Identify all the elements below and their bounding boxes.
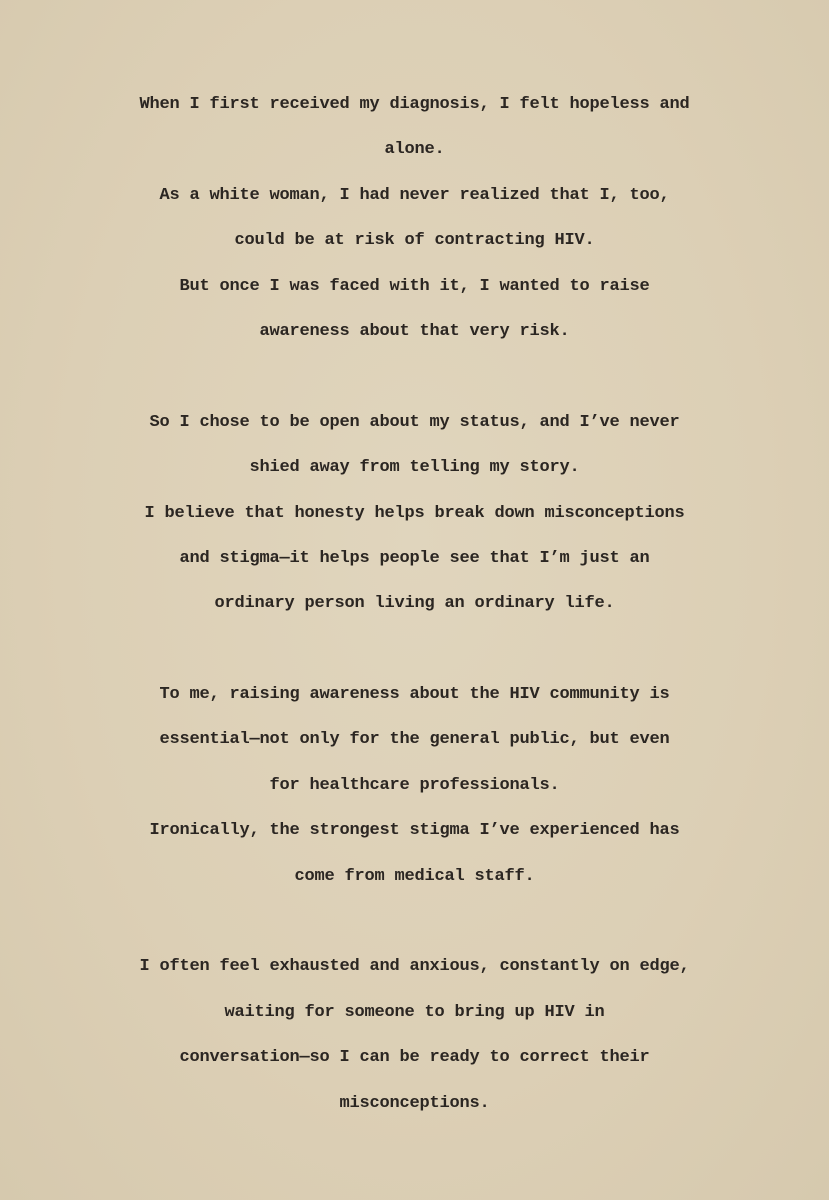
text-line: could be at risk of contracting HIV. bbox=[234, 231, 595, 251]
text-line: and stigma—it helps people see that I’m just an bbox=[179, 548, 650, 568]
text-line: conversation—so I can be ready to correct their bbox=[179, 1048, 650, 1068]
text-line: But once I was faced with it, I wanted to raise bbox=[179, 276, 650, 296]
text-line: To me, raising awareness about the HIV community is bbox=[159, 685, 670, 705]
typewritten-text bbox=[0, 82, 829, 1126]
text-line: essential—not only for the general public, but even bbox=[159, 730, 670, 750]
paragraph-gap bbox=[0, 627, 829, 672]
text-line: waiting for someone to bring up HIV in bbox=[224, 1002, 605, 1022]
paragraph-diagnosis bbox=[0, 82, 829, 354]
paragraph-gap bbox=[0, 899, 829, 944]
text-line: Ironically, the strongest stigma I’ve experienced has bbox=[149, 821, 680, 841]
text-line: awareness about that very risk. bbox=[259, 321, 570, 341]
paragraph-awareness bbox=[0, 672, 829, 899]
text-line: misconceptions. bbox=[339, 1093, 490, 1113]
paragraph-gap bbox=[0, 354, 829, 399]
text-line: So I chose to be open about my status, and I’ve never bbox=[149, 412, 680, 432]
text-line: When I first received my diagnosis, I felt hopeless and bbox=[139, 95, 690, 114]
text-line: I believe that honesty helps break down misconceptions bbox=[144, 503, 685, 523]
text-line: alone. bbox=[384, 140, 445, 160]
text-line: come from medical staff. bbox=[294, 866, 535, 886]
paragraph-openness bbox=[0, 400, 829, 627]
text-line: As a white woman, I had never realized that I, too, bbox=[159, 185, 670, 205]
text-line: I often feel exhausted and anxious, constantly on edge, bbox=[139, 957, 690, 977]
text-line: for healthcare professionals. bbox=[269, 775, 560, 795]
paragraph-exhaustion bbox=[0, 944, 829, 1126]
text-line: shied away from telling my story. bbox=[249, 458, 580, 478]
text-line: ordinary person living an ordinary life. bbox=[214, 594, 615, 614]
